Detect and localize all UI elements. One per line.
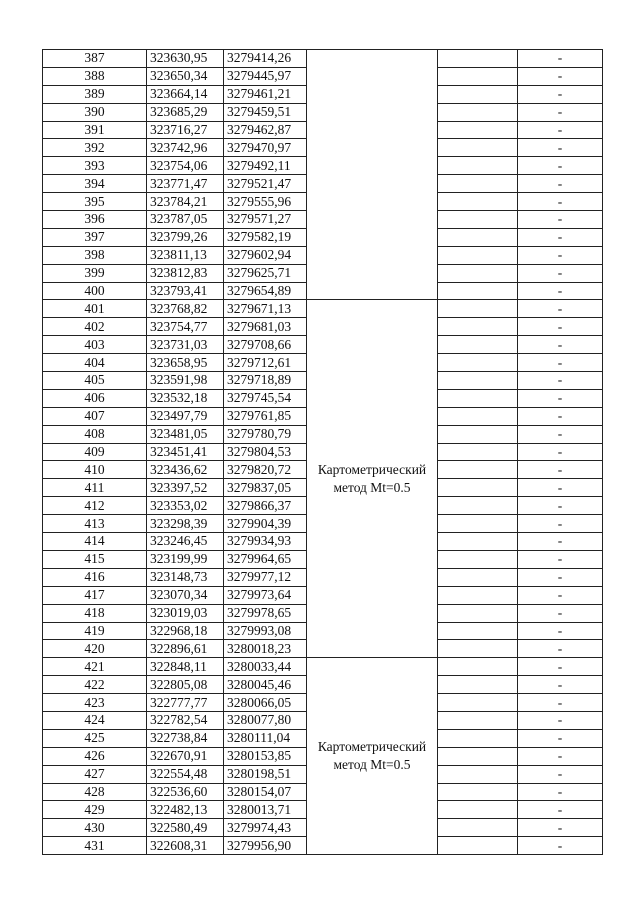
x-coordinate-cell: 322608,31 xyxy=(147,837,224,855)
y-coordinate-cell: 3279492,11 xyxy=(224,157,307,175)
empty-cell xyxy=(438,354,518,372)
description-cell: - xyxy=(518,50,603,68)
y-coordinate-cell: 3279654,89 xyxy=(224,282,307,300)
point-number-cell: 409 xyxy=(43,443,147,461)
description-cell: - xyxy=(518,121,603,139)
y-coordinate-cell: 3279414,26 xyxy=(224,50,307,68)
empty-cell xyxy=(438,711,518,729)
description-cell: - xyxy=(518,67,603,85)
description-cell: - xyxy=(518,515,603,533)
point-number-cell: 404 xyxy=(43,354,147,372)
y-coordinate-cell: 3280198,51 xyxy=(224,765,307,783)
x-coordinate-cell: 323070,34 xyxy=(147,586,224,604)
method-cell: Картометрический метод Mt=0.5 xyxy=(307,658,438,855)
point-number-cell: 419 xyxy=(43,622,147,640)
empty-cell xyxy=(438,479,518,497)
description-cell: - xyxy=(518,837,603,855)
point-number-cell: 400 xyxy=(43,282,147,300)
description-cell: - xyxy=(518,228,603,246)
description-cell: - xyxy=(518,658,603,676)
point-number-cell: 424 xyxy=(43,711,147,729)
empty-cell xyxy=(438,497,518,515)
empty-cell xyxy=(438,407,518,425)
table-row xyxy=(43,658,603,676)
empty-cell xyxy=(438,372,518,390)
y-coordinate-cell: 3279602,94 xyxy=(224,246,307,264)
empty-cell xyxy=(438,622,518,640)
description-cell: - xyxy=(518,264,603,282)
empty-cell xyxy=(438,604,518,622)
point-number-cell: 389 xyxy=(43,85,147,103)
x-coordinate-cell: 323019,03 xyxy=(147,604,224,622)
description-cell: - xyxy=(518,389,603,407)
description-cell: - xyxy=(518,318,603,336)
point-number-cell: 390 xyxy=(43,103,147,121)
empty-cell xyxy=(438,568,518,586)
description-cell: - xyxy=(518,622,603,640)
x-coordinate-cell: 323784,21 xyxy=(147,193,224,211)
y-coordinate-cell: 3279934,93 xyxy=(224,533,307,551)
point-number-cell: 403 xyxy=(43,336,147,354)
x-coordinate-cell: 322554,48 xyxy=(147,765,224,783)
point-number-cell: 428 xyxy=(43,783,147,801)
x-coordinate-cell: 322670,91 xyxy=(147,747,224,765)
description-cell: - xyxy=(518,193,603,211)
point-number-cell: 420 xyxy=(43,640,147,658)
description-cell: - xyxy=(518,354,603,372)
point-number-cell: 414 xyxy=(43,533,147,551)
y-coordinate-cell: 3279804,53 xyxy=(224,443,307,461)
coordinates-table xyxy=(42,49,603,855)
empty-cell xyxy=(438,783,518,801)
description-cell: - xyxy=(518,139,603,157)
description-cell: - xyxy=(518,246,603,264)
point-number-cell: 413 xyxy=(43,515,147,533)
description-cell: - xyxy=(518,550,603,568)
y-coordinate-cell: 3280153,85 xyxy=(224,747,307,765)
description-cell: - xyxy=(518,372,603,390)
empty-cell xyxy=(438,282,518,300)
method-cell xyxy=(307,50,438,300)
description-cell: - xyxy=(518,694,603,712)
empty-cell xyxy=(438,103,518,121)
description-cell: - xyxy=(518,407,603,425)
empty-cell xyxy=(438,157,518,175)
x-coordinate-cell: 323754,77 xyxy=(147,318,224,336)
description-cell: - xyxy=(518,497,603,515)
description-cell: - xyxy=(518,85,603,103)
empty-cell xyxy=(438,658,518,676)
y-coordinate-cell: 3279820,72 xyxy=(224,461,307,479)
y-coordinate-cell: 3279964,65 xyxy=(224,550,307,568)
point-number-cell: 430 xyxy=(43,819,147,837)
description-cell: - xyxy=(518,586,603,604)
x-coordinate-cell: 323298,39 xyxy=(147,515,224,533)
y-coordinate-cell: 3280013,71 xyxy=(224,801,307,819)
description-cell: - xyxy=(518,819,603,837)
x-coordinate-cell: 323532,18 xyxy=(147,389,224,407)
x-coordinate-cell: 322482,13 xyxy=(147,801,224,819)
description-cell: - xyxy=(518,336,603,354)
point-number-cell: 425 xyxy=(43,729,147,747)
empty-cell xyxy=(438,246,518,264)
y-coordinate-cell: 3279708,66 xyxy=(224,336,307,354)
x-coordinate-cell: 323148,73 xyxy=(147,568,224,586)
y-coordinate-cell: 3279445,97 xyxy=(224,67,307,85)
y-coordinate-cell: 3280066,05 xyxy=(224,694,307,712)
description-cell: - xyxy=(518,729,603,747)
empty-cell xyxy=(438,747,518,765)
y-coordinate-cell: 3279956,90 xyxy=(224,837,307,855)
point-number-cell: 421 xyxy=(43,658,147,676)
description-cell: - xyxy=(518,747,603,765)
x-coordinate-cell: 323591,98 xyxy=(147,372,224,390)
description-cell: - xyxy=(518,676,603,694)
empty-cell xyxy=(438,515,518,533)
x-coordinate-cell: 323787,05 xyxy=(147,211,224,229)
table-row xyxy=(43,300,603,318)
empty-cell xyxy=(438,389,518,407)
x-coordinate-cell: 323768,82 xyxy=(147,300,224,318)
point-number-cell: 399 xyxy=(43,264,147,282)
empty-cell xyxy=(438,533,518,551)
empty-cell xyxy=(438,837,518,855)
point-number-cell: 429 xyxy=(43,801,147,819)
description-cell: - xyxy=(518,783,603,801)
description-cell: - xyxy=(518,479,603,497)
y-coordinate-cell: 3279973,64 xyxy=(224,586,307,604)
y-coordinate-cell: 3279761,85 xyxy=(224,407,307,425)
y-coordinate-cell: 3279555,96 xyxy=(224,193,307,211)
y-coordinate-cell: 3279671,13 xyxy=(224,300,307,318)
description-cell: - xyxy=(518,443,603,461)
x-coordinate-cell: 322738,84 xyxy=(147,729,224,747)
description-cell: - xyxy=(518,711,603,729)
description-cell: - xyxy=(518,461,603,479)
point-number-cell: 431 xyxy=(43,837,147,855)
x-coordinate-cell: 323436,62 xyxy=(147,461,224,479)
y-coordinate-cell: 3279459,51 xyxy=(224,103,307,121)
point-number-cell: 415 xyxy=(43,550,147,568)
point-number-cell: 405 xyxy=(43,372,147,390)
empty-cell xyxy=(438,694,518,712)
y-coordinate-cell: 3279977,12 xyxy=(224,568,307,586)
empty-cell xyxy=(438,193,518,211)
point-number-cell: 426 xyxy=(43,747,147,765)
y-coordinate-cell: 3280111,04 xyxy=(224,729,307,747)
y-coordinate-cell: 3279571,27 xyxy=(224,211,307,229)
description-cell: - xyxy=(518,103,603,121)
y-coordinate-cell: 3279582,19 xyxy=(224,228,307,246)
x-coordinate-cell: 322536,60 xyxy=(147,783,224,801)
point-number-cell: 427 xyxy=(43,765,147,783)
point-number-cell: 391 xyxy=(43,121,147,139)
y-coordinate-cell: 3280033,44 xyxy=(224,658,307,676)
point-number-cell: 397 xyxy=(43,228,147,246)
empty-cell xyxy=(438,819,518,837)
point-number-cell: 422 xyxy=(43,676,147,694)
point-number-cell: 408 xyxy=(43,425,147,443)
point-number-cell: 401 xyxy=(43,300,147,318)
y-coordinate-cell: 3279521,47 xyxy=(224,175,307,193)
point-number-cell: 423 xyxy=(43,694,147,712)
x-coordinate-cell: 323799,26 xyxy=(147,228,224,246)
point-number-cell: 410 xyxy=(43,461,147,479)
x-coordinate-cell: 323685,29 xyxy=(147,103,224,121)
description-cell: - xyxy=(518,604,603,622)
empty-cell xyxy=(438,121,518,139)
empty-cell xyxy=(438,67,518,85)
empty-cell xyxy=(438,264,518,282)
point-number-cell: 393 xyxy=(43,157,147,175)
empty-cell xyxy=(438,85,518,103)
point-number-cell: 388 xyxy=(43,67,147,85)
point-number-cell: 412 xyxy=(43,497,147,515)
table-row xyxy=(43,50,603,68)
x-coordinate-cell: 323630,95 xyxy=(147,50,224,68)
y-coordinate-cell: 3279712,61 xyxy=(224,354,307,372)
empty-cell xyxy=(438,550,518,568)
x-coordinate-cell: 323812,83 xyxy=(147,264,224,282)
point-number-cell: 387 xyxy=(43,50,147,68)
y-coordinate-cell: 3279866,37 xyxy=(224,497,307,515)
description-cell: - xyxy=(518,175,603,193)
y-coordinate-cell: 3279780,79 xyxy=(224,425,307,443)
description-cell: - xyxy=(518,157,603,175)
description-cell: - xyxy=(518,801,603,819)
empty-cell xyxy=(438,443,518,461)
empty-cell xyxy=(438,676,518,694)
x-coordinate-cell: 323793,41 xyxy=(147,282,224,300)
point-number-cell: 398 xyxy=(43,246,147,264)
empty-cell xyxy=(438,211,518,229)
y-coordinate-cell: 3280045,46 xyxy=(224,676,307,694)
empty-cell xyxy=(438,228,518,246)
x-coordinate-cell: 323658,95 xyxy=(147,354,224,372)
y-coordinate-cell: 3280077,80 xyxy=(224,711,307,729)
y-coordinate-cell: 3280154,07 xyxy=(224,783,307,801)
x-coordinate-cell: 323199,99 xyxy=(147,550,224,568)
point-number-cell: 394 xyxy=(43,175,147,193)
empty-cell xyxy=(438,425,518,443)
coordinates-table-body xyxy=(43,50,603,855)
y-coordinate-cell: 3279625,71 xyxy=(224,264,307,282)
y-coordinate-cell: 3279718,89 xyxy=(224,372,307,390)
empty-cell xyxy=(438,336,518,354)
empty-cell xyxy=(438,139,518,157)
point-number-cell: 407 xyxy=(43,407,147,425)
y-coordinate-cell: 3279461,21 xyxy=(224,85,307,103)
method-cell: Картометрический метод Mt=0.5 xyxy=(307,300,438,658)
point-number-cell: 417 xyxy=(43,586,147,604)
x-coordinate-cell: 323246,45 xyxy=(147,533,224,551)
x-coordinate-cell: 322777,77 xyxy=(147,694,224,712)
point-number-cell: 406 xyxy=(43,389,147,407)
empty-cell xyxy=(438,586,518,604)
point-number-cell: 392 xyxy=(43,139,147,157)
y-coordinate-cell: 3279974,43 xyxy=(224,819,307,837)
description-cell: - xyxy=(518,425,603,443)
point-number-cell: 411 xyxy=(43,479,147,497)
x-coordinate-cell: 323811,13 xyxy=(147,246,224,264)
description-cell: - xyxy=(518,568,603,586)
point-number-cell: 402 xyxy=(43,318,147,336)
x-coordinate-cell: 323664,14 xyxy=(147,85,224,103)
empty-cell xyxy=(438,461,518,479)
empty-cell xyxy=(438,50,518,68)
empty-cell xyxy=(438,318,518,336)
empty-cell xyxy=(438,765,518,783)
empty-cell xyxy=(438,300,518,318)
x-coordinate-cell: 323716,27 xyxy=(147,121,224,139)
x-coordinate-cell: 323754,06 xyxy=(147,157,224,175)
x-coordinate-cell: 322848,11 xyxy=(147,658,224,676)
empty-cell xyxy=(438,801,518,819)
y-coordinate-cell: 3280018,23 xyxy=(224,640,307,658)
x-coordinate-cell: 323650,34 xyxy=(147,67,224,85)
y-coordinate-cell: 3279462,87 xyxy=(224,121,307,139)
y-coordinate-cell: 3279904,39 xyxy=(224,515,307,533)
description-cell: - xyxy=(518,300,603,318)
x-coordinate-cell: 322896,61 xyxy=(147,640,224,658)
description-cell: - xyxy=(518,765,603,783)
y-coordinate-cell: 3279993,08 xyxy=(224,622,307,640)
x-coordinate-cell: 323731,03 xyxy=(147,336,224,354)
empty-cell xyxy=(438,640,518,658)
description-cell: - xyxy=(518,533,603,551)
empty-cell xyxy=(438,175,518,193)
y-coordinate-cell: 3279745,54 xyxy=(224,389,307,407)
y-coordinate-cell: 3279681,03 xyxy=(224,318,307,336)
empty-cell xyxy=(438,729,518,747)
x-coordinate-cell: 323353,02 xyxy=(147,497,224,515)
point-number-cell: 395 xyxy=(43,193,147,211)
description-cell: - xyxy=(518,640,603,658)
point-number-cell: 416 xyxy=(43,568,147,586)
x-coordinate-cell: 323771,47 xyxy=(147,175,224,193)
x-coordinate-cell: 323397,52 xyxy=(147,479,224,497)
point-number-cell: 418 xyxy=(43,604,147,622)
x-coordinate-cell: 323497,79 xyxy=(147,407,224,425)
y-coordinate-cell: 3279978,65 xyxy=(224,604,307,622)
y-coordinate-cell: 3279837,05 xyxy=(224,479,307,497)
x-coordinate-cell: 322782,54 xyxy=(147,711,224,729)
y-coordinate-cell: 3279470,97 xyxy=(224,139,307,157)
x-coordinate-cell: 323481,05 xyxy=(147,425,224,443)
description-cell: - xyxy=(518,211,603,229)
description-cell: - xyxy=(518,282,603,300)
x-coordinate-cell: 322805,08 xyxy=(147,676,224,694)
x-coordinate-cell: 322968,18 xyxy=(147,622,224,640)
x-coordinate-cell: 323451,41 xyxy=(147,443,224,461)
x-coordinate-cell: 322580,49 xyxy=(147,819,224,837)
point-number-cell: 396 xyxy=(43,211,147,229)
x-coordinate-cell: 323742,96 xyxy=(147,139,224,157)
